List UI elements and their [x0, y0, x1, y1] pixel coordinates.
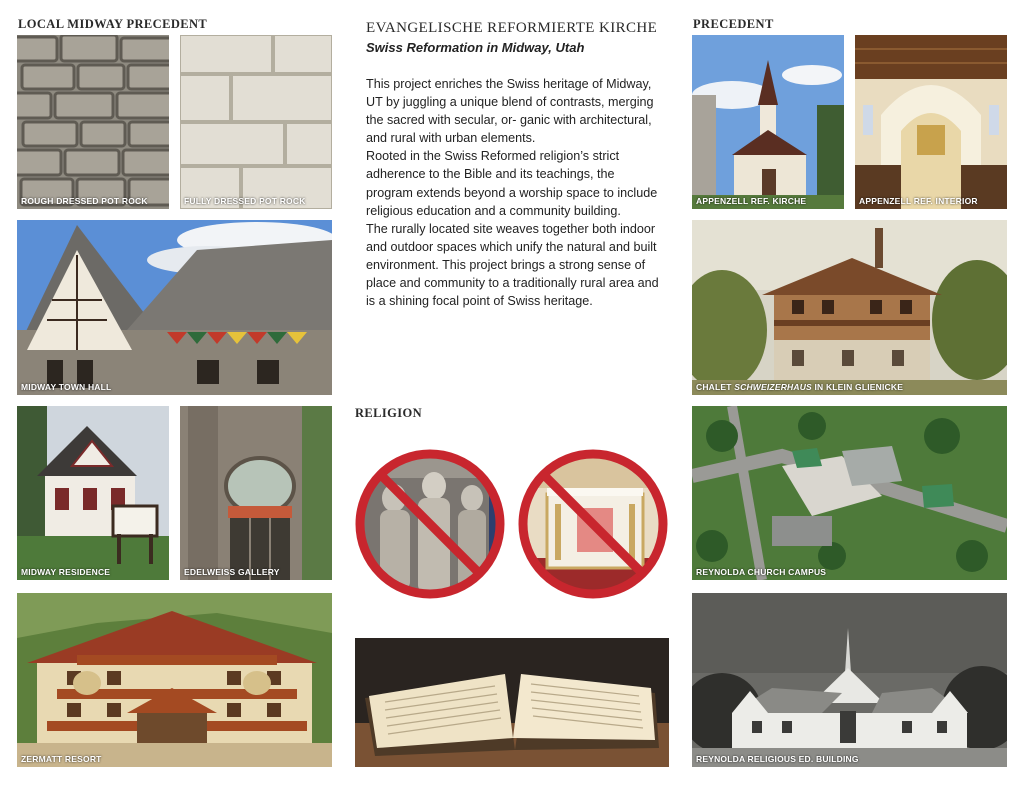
no-statues-prohibition-image — [354, 448, 506, 600]
paragraph-2: Rooted in the Swiss Reformed religion’s strict adherence to the Bible and its teachings, the program extends beyond a worship space to include religious education and a community building. — [366, 149, 658, 218]
caption-fully-rock: FULLY DRESSED POT ROCK — [184, 196, 306, 206]
caption-chalet-prefix: CHALET — [696, 382, 735, 392]
heading-precedent: PRECEDENT — [693, 17, 774, 31]
edelweiss-photo — [180, 406, 332, 580]
no-altar-prohibition-image — [517, 448, 669, 600]
caption-chalet-italic: SCHWEIZERHAUS — [734, 382, 812, 392]
caption-appenzell-interior: APPENZELL REF. INTERIOR — [859, 196, 978, 206]
heading-local-midway-precedent: LOCAL MIDWAY PRECEDENT — [18, 17, 208, 31]
heading-religion: RELIGION — [355, 406, 423, 420]
residence-photo — [17, 406, 169, 580]
caption-reynolda-campus: REYNOLDA CHURCH CAMPUS — [696, 567, 827, 577]
chalet-painting — [692, 220, 1007, 395]
paragraph-1: This project enriches the Swiss heritage of Midway, UT by juggling a unique blend of contrasts, merging the sacred with secular, or- ganic with architectural, and rural with urban elements. — [366, 77, 654, 146]
page-subtitle: Swiss Reformation in Midway, Utah — [366, 40, 585, 55]
paragraph-3: The rurally located site weaves together both indoor and outdoor spaces which unify the natural and built environment. This project brings a strong sense of place and community to a traditionally rural area and is a shining focal point of Swiss heritage. — [366, 221, 659, 309]
caption-rough-rock: ROUGH DRESSED POT ROCK — [21, 196, 148, 206]
description-text — [366, 75, 662, 310]
caption-chalet — [696, 382, 903, 392]
caption-edelweiss: EDELWEISS GALLERY — [184, 567, 280, 577]
reynolda-building-photo — [692, 593, 1007, 767]
page-title: EVANGELISCHE REFORMIERTE KIRCHE — [366, 20, 658, 36]
caption-residence: MIDWAY RESIDENCE — [21, 567, 111, 577]
appenzell-kirche-photo — [692, 35, 844, 209]
caption-town-hall: MIDWAY TOWN HALL — [21, 382, 112, 392]
caption-zermatt: ZERMATT RESORT — [21, 754, 102, 764]
appenzell-interior-photo — [855, 35, 1007, 209]
caption-reynolda-building: REYNOLDA RELIGIOUS ED. BUILDING — [696, 754, 859, 764]
reynolda-campus-aerial-photo — [692, 406, 1007, 580]
caption-chalet-suffix: IN KLEIN GLIENICKE — [811, 382, 904, 392]
caption-appenzell-kirche: APPENZELL REF. KIRCHE — [696, 196, 807, 206]
zermatt-photo — [17, 593, 332, 767]
town-hall-photo — [17, 220, 332, 395]
rough-rock-photo — [17, 35, 169, 209]
fully-rock-photo — [180, 35, 332, 209]
open-bible-photo — [355, 638, 669, 767]
